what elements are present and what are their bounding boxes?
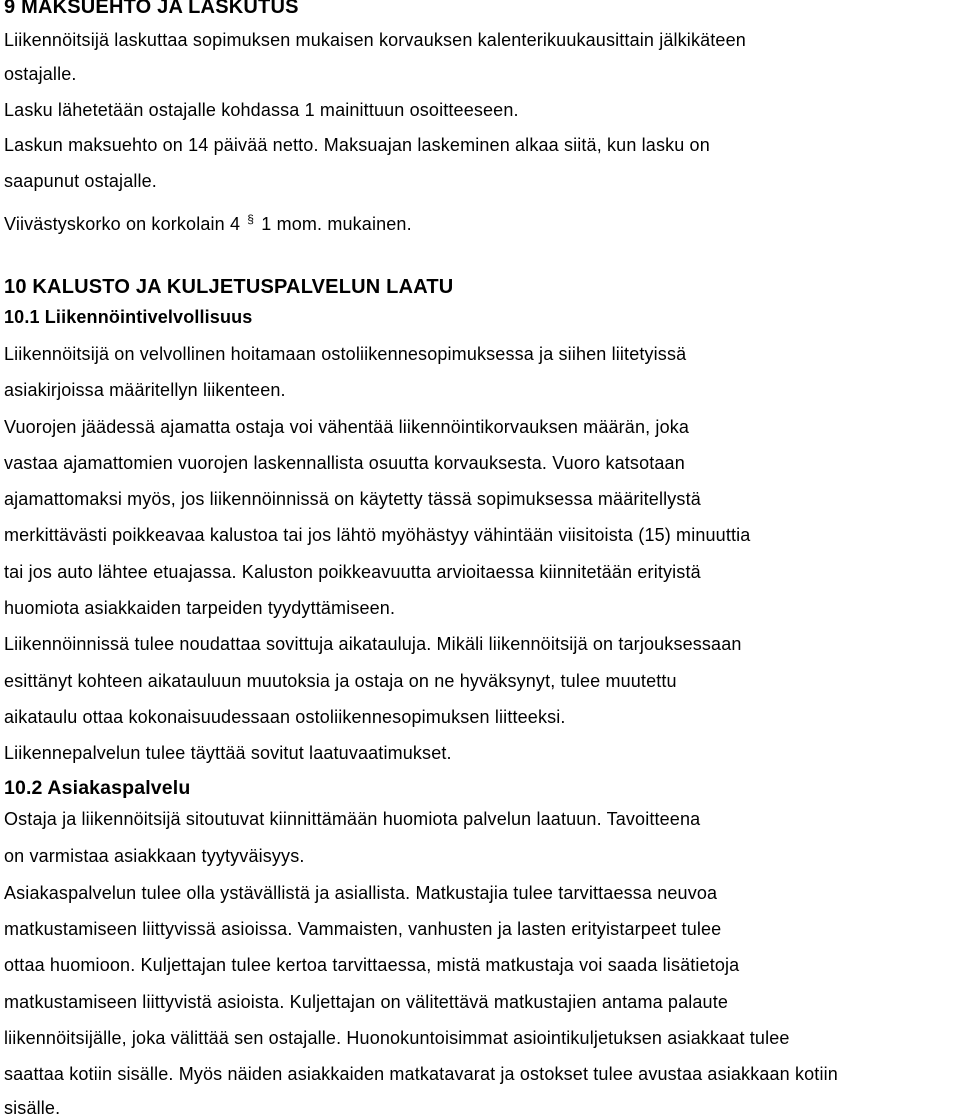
section-10-2-line-5: ottaa huomioon. Kuljettajan tulee kertoa tarvittaessa, mistä matkustaja voi saada lisätietoja	[4, 955, 740, 975]
section-10-2-line-6: matkustamiseen liittyvistä asioista. Kuljettajan on välitettävä matkustajien antama palaute	[4, 992, 729, 1012]
section-10-1-line-3: Vuorojen jäädessä ajamatta ostaja voi vähentää liikennöintikorvauksen määrän, joka	[4, 417, 690, 437]
section-10-1-line-5: ajamattomaksi myös, jos liikennöinnissä on käytetty tässä sopimuksessa määritellystä	[4, 489, 701, 509]
section-10-1-line-8: huomiota asiakkaiden tarpeiden tyydyttämiseen.	[4, 598, 396, 618]
section-10-1-heading: 10.1 Liikennöintivelvollisuus	[4, 307, 253, 327]
interest-text-after: 1 mom. mukainen.	[261, 214, 412, 234]
section-9-heading: 9 MAKSUEHTO JA LASKUTUS	[4, 0, 299, 18]
section-9-interest-line	[4, 208, 412, 235]
section-10-1-line-9: Liikennöinnissä tulee noudattaa sovittuja aikatauluja. Mikäli liikennöitsijä on tarjouksessaan	[4, 634, 742, 654]
section-10-2-line-1: Ostaja ja liikennöitsijä sitoutuvat kiinnittämään huomiota palvelun laatuun. Tavoitteena	[4, 809, 701, 829]
section-9-line-5: saapunut ostajalle.	[4, 171, 157, 191]
section-9-line-3: Lasku lähetetään ostajalle kohdassa 1 mainittuun osoitteeseen.	[4, 100, 519, 120]
section-10-1-line-4: vastaa ajamattomien vuorojen laskennallista osuutta korvauksesta. Vuoro katsotaan	[4, 453, 685, 473]
interest-text-before: Viivästyskorko on korkolain 4	[4, 214, 241, 234]
section-mark: §	[247, 212, 255, 226]
section-10-1-line-2: asiakirjoissa määritellyn liikenteen.	[4, 380, 286, 400]
section-10-heading: 10 KALUSTO JA KULJETUSPALVELUN LAATU	[4, 276, 454, 298]
section-10-2-line-2: on varmistaa asiakkaan tyytyväisyys.	[4, 846, 305, 866]
section-10-2-line-3: Asiakaspalvelun tulee olla ystävällistä ja asiallista. Matkustajia tulee tarvittaessa neuvoa	[4, 883, 718, 903]
section-10-2-line-9: sisälle.	[4, 1098, 61, 1118]
section-10-2-line-4: matkustamiseen liittyvissä asioissa. Vammaisten, vanhusten ja lasten erityistarpeet tulee	[4, 919, 722, 939]
section-10-1-line-1: Liikennöitsijä on velvollinen hoitamaan ostoliikennesopimuksessa ja siihen liitetyissä	[4, 344, 687, 364]
section-10-1-line-11: aikataulu ottaa kokonaisuudessaan ostoliikennesopimuksen liitteeksi.	[4, 707, 566, 727]
section-10-2-line-8: saattaa kotiin sisälle. Myös näiden asiakkaiden matkatavarat ja ostokset tulee avustaa asiakkaan kotiin	[4, 1064, 838, 1084]
section-10-1-line-7: tai jos auto lähtee etuajassa. Kaluston poikkeavuutta arvioitaessa kiinnitetään erityistä	[4, 562, 701, 582]
section-9-line-1: Liikennöitsijä laskuttaa sopimuksen mukaisen korvauksen kalenterikuukausittain jälkikäteen	[4, 30, 746, 50]
section-10-2-heading: 10.2 Asiakaspalvelu	[4, 777, 191, 799]
section-10-1-line-6: merkittävästi poikkeavaa kalustoa tai jos lähtö myöhästyy vähintään viisitoista (15) minuuttia	[4, 525, 751, 545]
section-10-2-line-7: liikennöitsijälle, joka välittää sen ostajalle. Huonokuntoisimmat asiointikuljetuksen asiakkaat tulee	[4, 1028, 790, 1048]
section-9-line-2: ostajalle.	[4, 64, 77, 84]
section-10-1-line-12: Liikennepalvelun tulee täyttää sovitut laatuvaatimukset.	[4, 743, 452, 763]
section-9-line-4: Laskun maksuehto on 14 päivää netto. Maksuajan laskeminen alkaa siitä, kun lasku on	[4, 135, 710, 155]
section-10-1-line-10: esittänyt kohteen aikatauluun muutoksia ja ostaja on ne hyväksynyt, tulee muutettu	[4, 671, 677, 691]
